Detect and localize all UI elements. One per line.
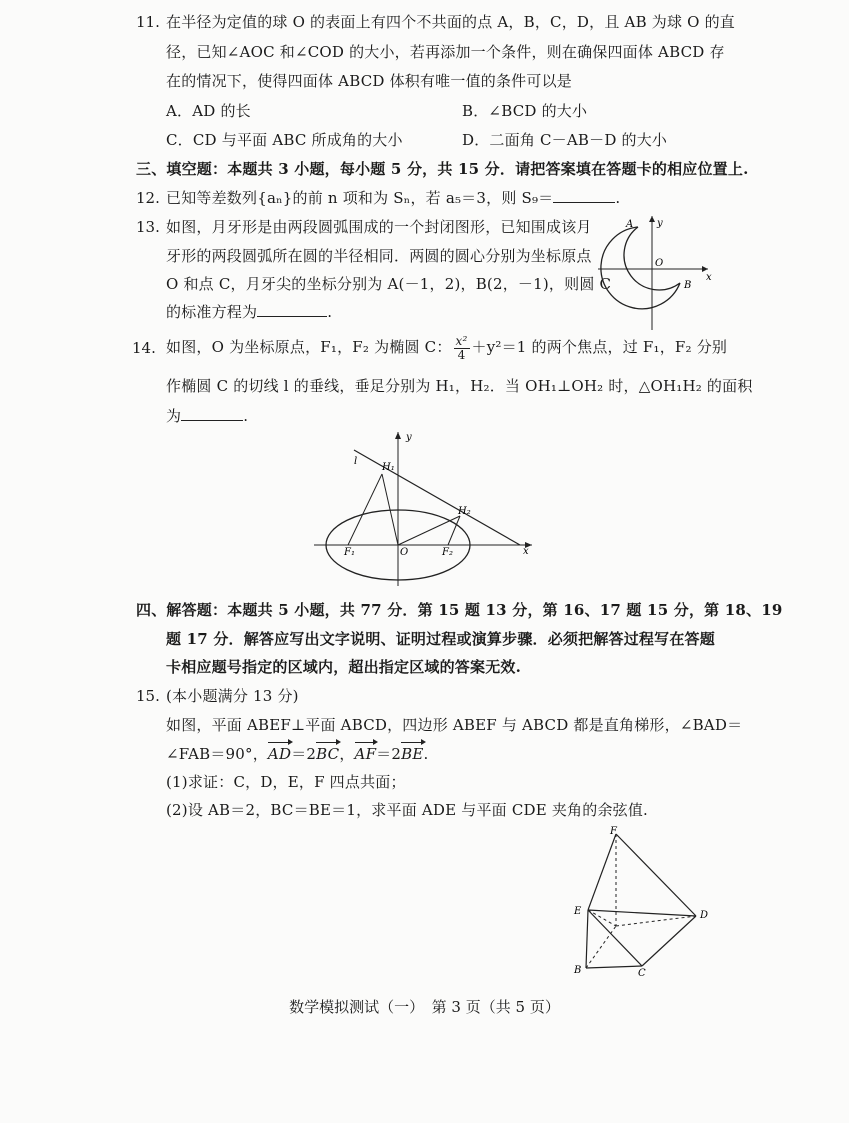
q14-line-2: 作椭圆 C 的切线 l 的垂线，垂足分别为 H₁，H₂．当 OH₁⊥OH₂ 时，△OH₁H₂ 的面积 (166, 377, 753, 395)
q12-text (166, 188, 620, 208)
section-4-line-2: 题 17 分．解答应写出文字说明、证明过程或演算步骤．必须把解答过程写在答题 (166, 630, 715, 648)
q11-line-3: 在的情况下，使得四面体 ABCD 体积有唯一值的条件可以是 (166, 72, 572, 90)
q14-label-l: l (354, 456, 358, 467)
q14-frac-den: 4 (457, 347, 466, 362)
q13-line-4 (166, 302, 332, 322)
page-footer: 数学模拟测试（一） 第 3 页（共 5 页） (289, 998, 560, 1016)
q14-number: 14. (132, 339, 156, 357)
q15-edge-eb (586, 910, 588, 968)
q14-label-h2: H₂ (458, 506, 471, 517)
q14-oh2 (398, 516, 460, 545)
q14-label-x: x (523, 546, 529, 557)
q13-label-o: O (655, 258, 664, 269)
q15-vector-ad: AD (267, 745, 292, 763)
q14-label-y: y (406, 432, 412, 443)
q15-vector-be: BE (401, 745, 424, 763)
q15-part-2: (2)设 AB＝2，BC＝BE＝1，求平面 ADE 与平面 CDE 夹角的余弦值. (166, 801, 649, 819)
q14-label-f2: F₂ (442, 547, 453, 558)
q15-label-d: D (700, 910, 709, 921)
q15-edge-ba (586, 926, 616, 968)
section-4-line-1: 四、解答题：本题共 5 小题，共 77 分．第 15 题 13 分，第 16、17 题 15 分，第 18、19 (136, 601, 783, 619)
q15-edge-fe (588, 834, 616, 910)
q15-score: (本小题满分 13 分) (166, 687, 299, 705)
q15-edge-ed (588, 910, 696, 916)
q13-number: 13. (136, 218, 160, 236)
q15-edge-cd (642, 916, 696, 966)
q14-stem-a: 如图，O 为坐标原点，F₁，F₂ 为椭圆 C： (166, 338, 452, 356)
q15-comma: ， (339, 745, 355, 763)
q13-crescent-figure (596, 212, 716, 332)
q11-option-b: B．∠BCD 的大小 (462, 102, 588, 120)
q15-stem-a: ∠FAB＝90°， (166, 745, 268, 763)
q15-eq-1: ＝2 (291, 745, 317, 763)
q12-answer-blank[interactable] (553, 188, 615, 203)
q15-line-1: 如图，平面 ABEF⊥平面 ABCD，四边形 ABEF 与 ABCD 都是直角梯形，∠BAD＝ (166, 716, 743, 734)
q11-line-2: 径，已知∠AOC 和∠COD 的大小，若再添加一个条件，则在确保四面体 ABCD 存 (166, 43, 725, 61)
q13-label-a: A (626, 219, 634, 230)
q14-tangent-line (354, 450, 520, 545)
q12-end: . (615, 189, 621, 207)
q15-edge-ec (588, 910, 642, 966)
q14-end: . (243, 407, 249, 425)
q13-line-1: 如图，月牙形是由两段圆弧围成的一个封闭图形，已知围成该月 (166, 218, 592, 236)
q13-label-y: y (657, 218, 663, 229)
q14-stem-c: 为 (166, 407, 182, 425)
q15-label-b: B (574, 965, 582, 976)
q14-line-1 (166, 332, 727, 362)
q15-vector-bc: BC (316, 745, 340, 763)
q15-solid-figure (566, 826, 716, 978)
section-4-line-3: 卡相应题号指定的区域内，超出指定区域的答案无效. (166, 658, 522, 676)
q15-edge-bc (586, 966, 642, 968)
q14-answer-blank[interactable] (181, 406, 243, 421)
q13-answer-blank[interactable] (257, 302, 327, 317)
q14-frac-num: x² (455, 333, 468, 348)
q13-y-arrow (649, 216, 655, 222)
q14-stem-b: ＋y²＝1 的两个焦点，过 F₁，F₂ 分别 (471, 338, 728, 356)
q12-stem: 已知等差数列{aₙ}的前 n 项和为 Sₙ，若 a₅＝3，则 S₉＝ (166, 189, 554, 207)
q13-end: . (327, 303, 333, 321)
q14-label-o: O (400, 547, 409, 558)
q15-line-2 (166, 744, 428, 764)
q15-edge-fd (616, 834, 696, 916)
q13-line-3: O 和点 C，月牙尖的坐标分别为 A(－1，2)，B(2，－1)，则圆 C (166, 275, 612, 293)
q15-label-e: E (574, 906, 582, 917)
q11-option-c: C．CD 与平面 ABC 所成角的大小 (166, 131, 403, 149)
q12-number: 12. (136, 189, 160, 207)
q13-line-2: 牙形的两段圆弧所在圆的半径相同．两圆的圆心分别为坐标原点 (166, 247, 592, 265)
q15-number: 15. (136, 687, 160, 705)
q14-label-h1: H₁ (382, 462, 395, 473)
q15-label-c: C (638, 968, 646, 978)
q13-label-b: B (684, 280, 692, 291)
section-3-heading: 三、填空题：本题共 3 小题，每小题 5 分，共 15 分．请把答案填在答题卡的相应位置上. (136, 160, 749, 178)
q15-stem-end: . (423, 745, 429, 763)
q13-label-x: x (706, 272, 712, 283)
q15-edge-ea (588, 910, 616, 926)
q11-option-d: D．二面角 C－AB－D 的大小 (462, 131, 668, 149)
q15-label-f: F (610, 826, 617, 837)
q11-number: 11. (136, 13, 160, 31)
q14-label-f1: F₁ (344, 547, 355, 558)
q15-edge-ad (616, 916, 696, 926)
q13-stem-end: 的标准方程为 (166, 303, 258, 321)
q15-eq-2: ＝2 (376, 745, 402, 763)
q11-option-a: A．AD 的长 (166, 102, 251, 120)
q13-arc-circle-c (601, 227, 680, 309)
q15-part-1: (1)求证：C，D，E，F 四点共面； (166, 773, 406, 791)
q14-fraction (454, 335, 470, 362)
q14-ellipse-figure (310, 428, 540, 588)
q15-vector-af: AF (354, 745, 377, 763)
q14-line-3 (166, 406, 248, 426)
q14-y-arrow (395, 432, 401, 439)
q14-f1h1 (348, 474, 382, 545)
q11-line-1: 在半径为定值的球 O 的表面上有四个不共面的点 A，B，C，D，且 AB 为球 O 的直 (166, 13, 735, 31)
